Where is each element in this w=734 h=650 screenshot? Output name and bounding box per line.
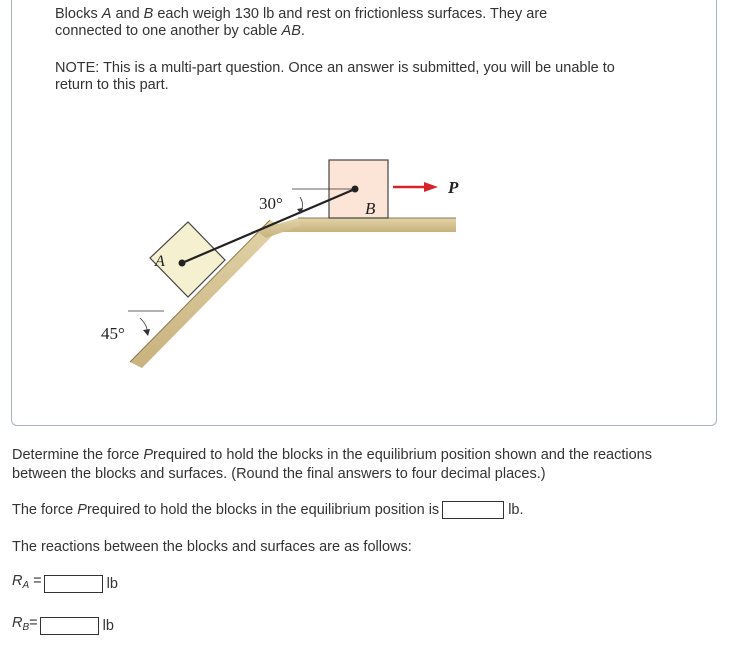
rb-answer-row: [12, 613, 114, 638]
question-line-2: between the blocks and surfaces. (Round the final answers to four decimal places.): [12, 466, 546, 482]
label-p: P: [448, 178, 459, 197]
pin-a: [179, 260, 186, 267]
rb-input[interactable]: [40, 617, 99, 635]
intro-line-2: connected to one another by cable AB.: [55, 23, 305, 39]
force-p-input[interactable]: [442, 501, 504, 519]
force-answer-row: [12, 500, 524, 520]
ra-unit: lb: [106, 575, 118, 592]
ra-label: $R_A$ =: [12, 573, 42, 591]
intro-line-1: Blocks A and B each weigh 130 lb and rest on frictionless surfaces. They are: [55, 6, 548, 22]
reactions-text: The reactions between the blocks and surfaces are as follows:: [12, 539, 412, 555]
force-p-arrowhead: [424, 182, 438, 192]
ra-input[interactable]: [44, 575, 103, 593]
ra-answer-row: [12, 571, 118, 596]
question-line-1: Determine the force Prequired to hold the blocks in the equilibrium position shown and the reactions: [12, 447, 652, 463]
rb-label: $R_B=$: [12, 615, 38, 633]
arc-45-arrow: [143, 329, 150, 336]
label-a: A: [155, 253, 165, 270]
force-prompt: The force Prequired to hold the blocks in the equilibrium position is: [12, 502, 440, 518]
angle-label-45: 45°: [101, 324, 125, 343]
rb-unit: lb: [102, 617, 114, 634]
angle-label-30: 30°: [259, 194, 283, 213]
label-b: B: [365, 199, 376, 218]
pin-b: [352, 186, 359, 193]
note-line-1: NOTE: This is a multi-part question. Once an answer is submitted, you will be unable to: [55, 60, 615, 76]
note-line-2: return to this part.: [55, 77, 169, 93]
force-unit: lb.: [508, 502, 524, 518]
